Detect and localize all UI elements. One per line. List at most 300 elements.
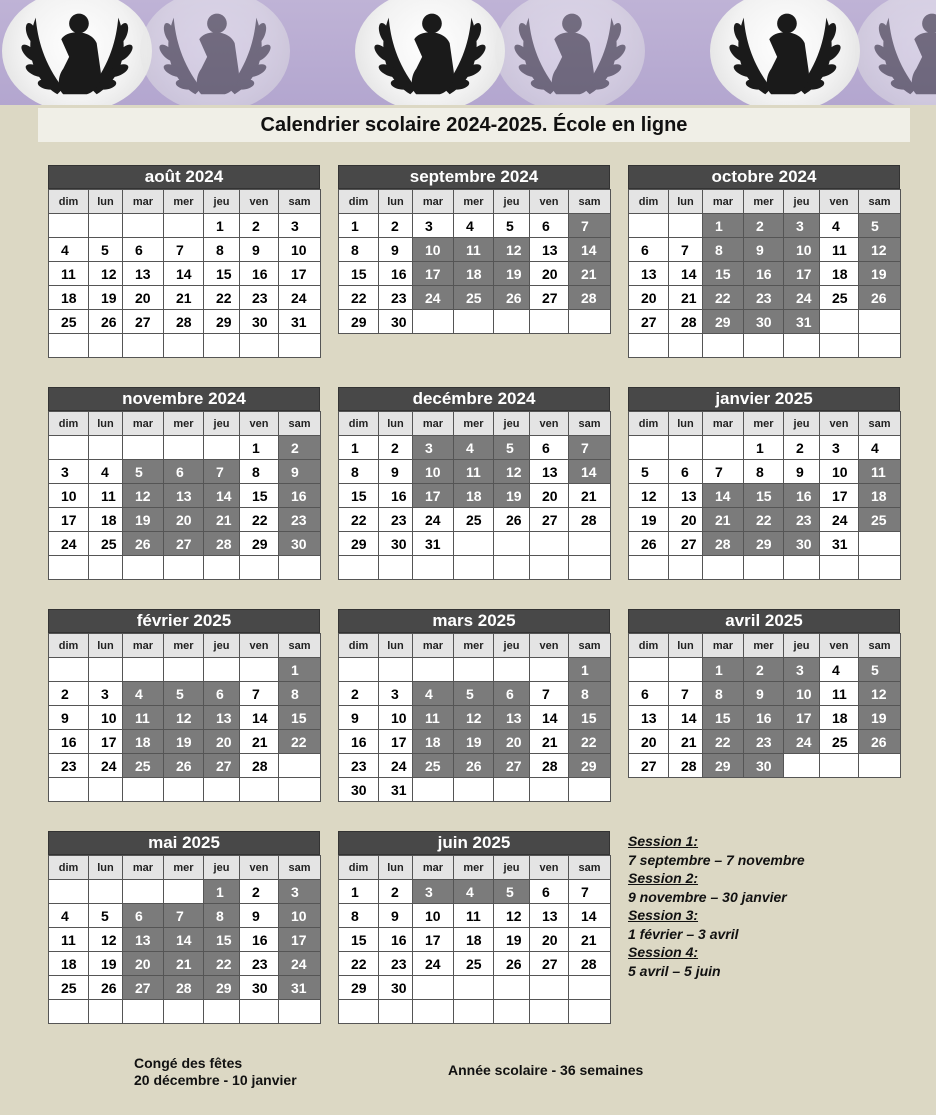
week-row <box>339 436 611 460</box>
day-cell: 3 <box>820 436 859 460</box>
day-cell: 23 <box>49 754 89 778</box>
empty-cell <box>454 658 494 682</box>
weekday-header: mer <box>744 412 784 436</box>
day-cell: 24 <box>820 508 859 532</box>
empty-cell <box>89 556 123 580</box>
day-cell-class: 3 <box>413 436 454 460</box>
week-row <box>629 436 901 460</box>
day-cell-class: 30 <box>744 310 784 334</box>
weekday-header: dim <box>49 856 89 880</box>
day-cell: 20 <box>530 262 569 286</box>
day-cell: 30 <box>240 310 279 334</box>
day-cell-class: 1 <box>279 658 321 682</box>
day-cell: 19 <box>89 286 123 310</box>
day-cell: 23 <box>240 952 279 976</box>
day-cell-class: 12 <box>494 460 530 484</box>
day-cell: 26 <box>494 952 530 976</box>
empty-cell <box>89 778 123 802</box>
day-cell: 13 <box>530 238 569 262</box>
day-cell: 8 <box>339 904 379 928</box>
empty-cell <box>569 556 611 580</box>
day-cell: 23 <box>379 286 413 310</box>
day-cell: 15 <box>339 928 379 952</box>
day-cell: 1 <box>240 436 279 460</box>
day-cell-class: 4 <box>123 682 164 706</box>
week-row <box>629 682 901 706</box>
day-cell-class: 15 <box>279 706 321 730</box>
weekday-header: dim <box>49 412 89 436</box>
week-row <box>629 286 901 310</box>
day-cell: 20 <box>629 730 669 754</box>
weekday-header: mer <box>454 190 494 214</box>
day-cell-class: 5 <box>494 880 530 904</box>
day-cell-class: 25 <box>859 508 901 532</box>
empty-cell <box>669 556 703 580</box>
week-row <box>339 658 611 682</box>
day-cell-class: 29 <box>569 754 611 778</box>
weekday-header: dim <box>339 190 379 214</box>
week-row <box>339 976 611 1000</box>
week-row <box>49 238 321 262</box>
day-cell-class: 3 <box>413 880 454 904</box>
day-cell: 13 <box>123 262 164 286</box>
day-cell: 28 <box>530 754 569 778</box>
weekday-header: jeu <box>204 412 240 436</box>
day-cell-class: 25 <box>454 286 494 310</box>
day-cell: 19 <box>629 508 669 532</box>
week-row <box>49 880 321 904</box>
day-cell-class: 21 <box>569 262 611 286</box>
session-dates: 9 novembre – 30 janvier <box>628 888 787 905</box>
day-cell: 22 <box>339 952 379 976</box>
day-cell-class: 4 <box>413 682 454 706</box>
day-cell-class: 22 <box>204 952 240 976</box>
day-cell-class: 21 <box>164 952 204 976</box>
day-cell: 15 <box>240 484 279 508</box>
day-cell-class: 5 <box>454 682 494 706</box>
weekday-header: sam <box>279 412 321 436</box>
weekday-header: lun <box>669 190 703 214</box>
day-cell-class: 19 <box>164 730 204 754</box>
week-row <box>49 976 321 1000</box>
day-cell-class: 17 <box>279 928 321 952</box>
day-cell-class: 15 <box>703 706 744 730</box>
empty-cell <box>89 1000 123 1024</box>
day-cell-class: 5 <box>164 682 204 706</box>
weekday-header: ven <box>240 856 279 880</box>
empty-cell <box>859 556 901 580</box>
month-title: septembre 2024 <box>338 165 610 189</box>
day-cell-class: 29 <box>703 754 744 778</box>
weekday-header: ven <box>820 190 859 214</box>
day-cell-class: 29 <box>744 532 784 556</box>
day-cell-class: 5 <box>123 460 164 484</box>
day-cell-class: 17 <box>784 262 820 286</box>
day-cell: 20 <box>669 508 703 532</box>
day-cell: 27 <box>629 754 669 778</box>
day-cell-class: 2 <box>744 658 784 682</box>
day-cell-class: 9 <box>744 682 784 706</box>
empty-cell <box>164 1000 204 1024</box>
day-cell: 21 <box>569 928 611 952</box>
day-cell: 19 <box>89 952 123 976</box>
day-cell: 30 <box>379 976 413 1000</box>
weekday-header: dim <box>629 634 669 658</box>
day-cell-class: 4 <box>454 880 494 904</box>
empty-cell <box>859 754 901 778</box>
day-cell-class: 18 <box>454 484 494 508</box>
day-cell: 1 <box>204 214 240 238</box>
session-2 <box>628 869 918 906</box>
empty-cell <box>454 556 494 580</box>
empty-cell <box>454 532 494 556</box>
week-row <box>339 508 611 532</box>
weekday-header: jeu <box>204 190 240 214</box>
week-row <box>49 214 321 238</box>
weekday-header: jeu <box>784 412 820 436</box>
month-title: février 2025 <box>48 609 320 633</box>
day-cell: 28 <box>669 754 703 778</box>
day-cell: 27 <box>669 532 703 556</box>
weekday-header: ven <box>820 634 859 658</box>
day-cell: 18 <box>820 706 859 730</box>
day-cell-class: 12 <box>859 238 901 262</box>
week-row <box>339 952 611 976</box>
empty-cell <box>89 880 123 904</box>
day-cell-class: 15 <box>703 262 744 286</box>
week-row <box>49 730 321 754</box>
day-cell: 17 <box>820 484 859 508</box>
day-cell: 27 <box>629 310 669 334</box>
day-cell: 7 <box>569 880 611 904</box>
week-row <box>629 262 901 286</box>
week-row <box>49 334 321 358</box>
weekday-header: lun <box>89 190 123 214</box>
day-cell-class: 11 <box>454 238 494 262</box>
day-cell-class: 12 <box>494 238 530 262</box>
weekday-header: dim <box>629 190 669 214</box>
empty-cell <box>413 556 454 580</box>
school-year-note: Année scolaire - 36 semaines <box>448 1062 644 1078</box>
thinker-laurel-medallion-icon <box>140 0 290 105</box>
week-row <box>339 310 611 334</box>
day-cell: 16 <box>49 730 89 754</box>
weekday-header: mer <box>164 412 204 436</box>
week-row <box>629 460 901 484</box>
day-cell: 13 <box>629 706 669 730</box>
day-cell-class: 23 <box>744 286 784 310</box>
empty-cell <box>164 778 204 802</box>
day-cell: 10 <box>413 904 454 928</box>
day-cell-class: 17 <box>413 262 454 286</box>
week-row <box>629 214 901 238</box>
day-cell-class: 12 <box>123 484 164 508</box>
day-cell: 10 <box>820 460 859 484</box>
empty-cell <box>820 754 859 778</box>
week-row <box>339 730 611 754</box>
day-cell: 21 <box>669 286 703 310</box>
day-cell: 12 <box>89 928 123 952</box>
week-row <box>339 1000 611 1024</box>
weekday-header: lun <box>89 412 123 436</box>
empty-cell <box>569 310 611 334</box>
day-cell: 28 <box>669 310 703 334</box>
month-title: juin 2025 <box>338 831 610 855</box>
session-dates: 7 septembre – 7 novembre <box>628 851 805 868</box>
weekday-header: mer <box>454 856 494 880</box>
day-cell: 31 <box>379 778 413 802</box>
weekday-header: sam <box>569 634 611 658</box>
day-cell-class: 10 <box>279 904 321 928</box>
weekday-header: lun <box>379 412 413 436</box>
day-cell: 9 <box>339 706 379 730</box>
day-cell: 6 <box>629 682 669 706</box>
week-row <box>49 928 321 952</box>
empty-cell <box>820 334 859 358</box>
weekday-header: lun <box>379 190 413 214</box>
weekday-header: lun <box>669 412 703 436</box>
day-cell: 16 <box>240 928 279 952</box>
empty-cell <box>164 880 204 904</box>
day-cell: 24 <box>279 286 321 310</box>
empty-cell <box>744 556 784 580</box>
day-cell: 1 <box>339 214 379 238</box>
thinker-laurel-medallion-icon <box>495 0 645 105</box>
day-cell-class: 4 <box>454 436 494 460</box>
day-cell: 23 <box>240 286 279 310</box>
empty-cell <box>530 310 569 334</box>
day-cell: 25 <box>49 310 89 334</box>
day-cell: 9 <box>240 238 279 262</box>
weekday-header: ven <box>530 856 569 880</box>
day-cell: 24 <box>49 532 89 556</box>
week-row <box>49 556 321 580</box>
day-cell-class: 9 <box>744 238 784 262</box>
day-cell-class: 28 <box>204 532 240 556</box>
empty-cell <box>49 880 89 904</box>
day-cell-class: 22 <box>744 508 784 532</box>
day-cell: 29 <box>339 310 379 334</box>
week-row <box>339 904 611 928</box>
day-cell: 16 <box>379 928 413 952</box>
day-cell: 30 <box>379 310 413 334</box>
week-row <box>49 262 321 286</box>
week-row <box>339 880 611 904</box>
week-row <box>49 754 321 778</box>
empty-cell <box>204 1000 240 1024</box>
day-cell-class: 16 <box>744 262 784 286</box>
day-cell: 20 <box>530 484 569 508</box>
session-title: Session 3: <box>628 907 699 923</box>
week-row <box>339 928 611 952</box>
day-cell: 25 <box>820 730 859 754</box>
day-cell: 24 <box>413 508 454 532</box>
month-calendar <box>628 609 900 778</box>
day-cell-class: 26 <box>164 754 204 778</box>
empty-cell <box>530 976 569 1000</box>
empty-cell <box>379 1000 413 1024</box>
day-cell-class: 3 <box>279 880 321 904</box>
day-cell: 11 <box>820 682 859 706</box>
session-title: Session 2: <box>628 870 699 886</box>
weekday-header: jeu <box>204 634 240 658</box>
weekday-header: sam <box>859 412 901 436</box>
month-calendar <box>48 831 320 1024</box>
day-cell-class: 15 <box>744 484 784 508</box>
day-cell: 29 <box>339 532 379 556</box>
empty-cell <box>204 778 240 802</box>
day-cell-class: 2 <box>744 214 784 238</box>
empty-cell <box>784 754 820 778</box>
empty-cell <box>339 658 379 682</box>
empty-cell <box>669 436 703 460</box>
day-cell: 11 <box>820 238 859 262</box>
day-cell: 25 <box>820 286 859 310</box>
week-row <box>339 238 611 262</box>
empty-cell <box>784 556 820 580</box>
day-cell-class: 7 <box>204 460 240 484</box>
day-cell-class: 7 <box>569 214 611 238</box>
empty-cell <box>123 334 164 358</box>
empty-cell <box>703 334 744 358</box>
empty-cell <box>49 556 89 580</box>
day-cell: 13 <box>530 460 569 484</box>
day-cell: 7 <box>164 238 204 262</box>
empty-cell <box>89 658 123 682</box>
day-cell-class: 1 <box>703 214 744 238</box>
day-cell: 23 <box>379 952 413 976</box>
day-cell: 22 <box>339 286 379 310</box>
empty-cell <box>530 778 569 802</box>
empty-cell <box>204 436 240 460</box>
day-cell: 13 <box>669 484 703 508</box>
holiday-label: Congé des fêtes <box>134 1055 243 1071</box>
day-cell: 2 <box>379 880 413 904</box>
day-cell-class: 17 <box>413 484 454 508</box>
week-row <box>49 310 321 334</box>
weekday-header: jeu <box>784 634 820 658</box>
day-cell: 5 <box>494 214 530 238</box>
day-cell: 27 <box>530 952 569 976</box>
day-cell-class: 13 <box>164 484 204 508</box>
day-cell-class: 23 <box>279 508 321 532</box>
week-row <box>629 754 901 778</box>
month-title: mars 2025 <box>338 609 610 633</box>
weekday-header: ven <box>240 634 279 658</box>
empty-cell <box>494 1000 530 1024</box>
empty-cell <box>669 334 703 358</box>
day-cell: 4 <box>820 214 859 238</box>
week-row <box>339 682 611 706</box>
day-cell: 12 <box>629 484 669 508</box>
day-cell: 29 <box>204 310 240 334</box>
empty-cell <box>413 1000 454 1024</box>
empty-cell <box>164 658 204 682</box>
empty-cell <box>530 556 569 580</box>
week-row <box>339 706 611 730</box>
weekday-header: mer <box>744 634 784 658</box>
empty-cell <box>703 436 744 460</box>
day-cell: 14 <box>569 904 611 928</box>
empty-cell <box>413 778 454 802</box>
day-cell: 3 <box>379 682 413 706</box>
thinker-laurel-medallion-icon <box>2 0 152 105</box>
weekday-header: lun <box>669 634 703 658</box>
day-cell-class: 11 <box>413 706 454 730</box>
thinker-laurel-medallion-icon <box>710 0 860 105</box>
day-cell: 15 <box>204 262 240 286</box>
empty-cell <box>240 1000 279 1024</box>
day-cell: 2 <box>784 436 820 460</box>
weekday-header: mar <box>703 190 744 214</box>
empty-cell <box>123 658 164 682</box>
day-cell-class: 24 <box>413 286 454 310</box>
empty-cell <box>49 214 89 238</box>
weekday-header: lun <box>379 634 413 658</box>
empty-cell <box>240 334 279 358</box>
day-cell: 17 <box>279 262 321 286</box>
day-cell: 14 <box>164 262 204 286</box>
day-cell-class: 13 <box>204 706 240 730</box>
week-row <box>339 778 611 802</box>
empty-cell <box>123 778 164 802</box>
empty-cell <box>494 976 530 1000</box>
empty-cell <box>629 214 669 238</box>
day-cell-class: 28 <box>703 532 744 556</box>
day-cell-class: 27 <box>123 976 164 1000</box>
day-cell-class: 7 <box>164 904 204 928</box>
day-cell: 26 <box>89 310 123 334</box>
weekday-header: sam <box>569 190 611 214</box>
day-cell-class: 30 <box>744 754 784 778</box>
weekday-header: dim <box>49 634 89 658</box>
weekday-header: ven <box>240 190 279 214</box>
day-cell: 6 <box>530 880 569 904</box>
weekday-header: lun <box>379 856 413 880</box>
empty-cell <box>49 778 89 802</box>
month-calendar <box>338 165 610 334</box>
day-cell: 22 <box>339 508 379 532</box>
week-row <box>49 286 321 310</box>
day-cell: 6 <box>669 460 703 484</box>
empty-cell <box>413 658 454 682</box>
empty-cell <box>49 658 89 682</box>
empty-cell <box>494 778 530 802</box>
sessions-legend <box>628 832 918 980</box>
day-cell: 13 <box>629 262 669 286</box>
week-row <box>49 778 321 802</box>
day-cell: 2 <box>240 214 279 238</box>
day-cell: 9 <box>379 238 413 262</box>
day-cell-class: 10 <box>784 238 820 262</box>
day-cell: 27 <box>123 310 164 334</box>
weekday-header: mar <box>123 856 164 880</box>
empty-cell <box>413 310 454 334</box>
month-calendar <box>48 165 320 358</box>
day-cell: 9 <box>379 904 413 928</box>
empty-cell <box>569 976 611 1000</box>
day-cell-class: 15 <box>204 928 240 952</box>
month-title: avril 2025 <box>628 609 900 633</box>
weekday-header: dim <box>339 856 379 880</box>
weekday-header: dim <box>49 190 89 214</box>
weekday-header: mar <box>703 412 744 436</box>
day-cell: 11 <box>89 484 123 508</box>
empty-cell <box>339 1000 379 1024</box>
week-row <box>49 436 321 460</box>
empty-cell <box>164 556 204 580</box>
day-cell-class: 9 <box>279 460 321 484</box>
